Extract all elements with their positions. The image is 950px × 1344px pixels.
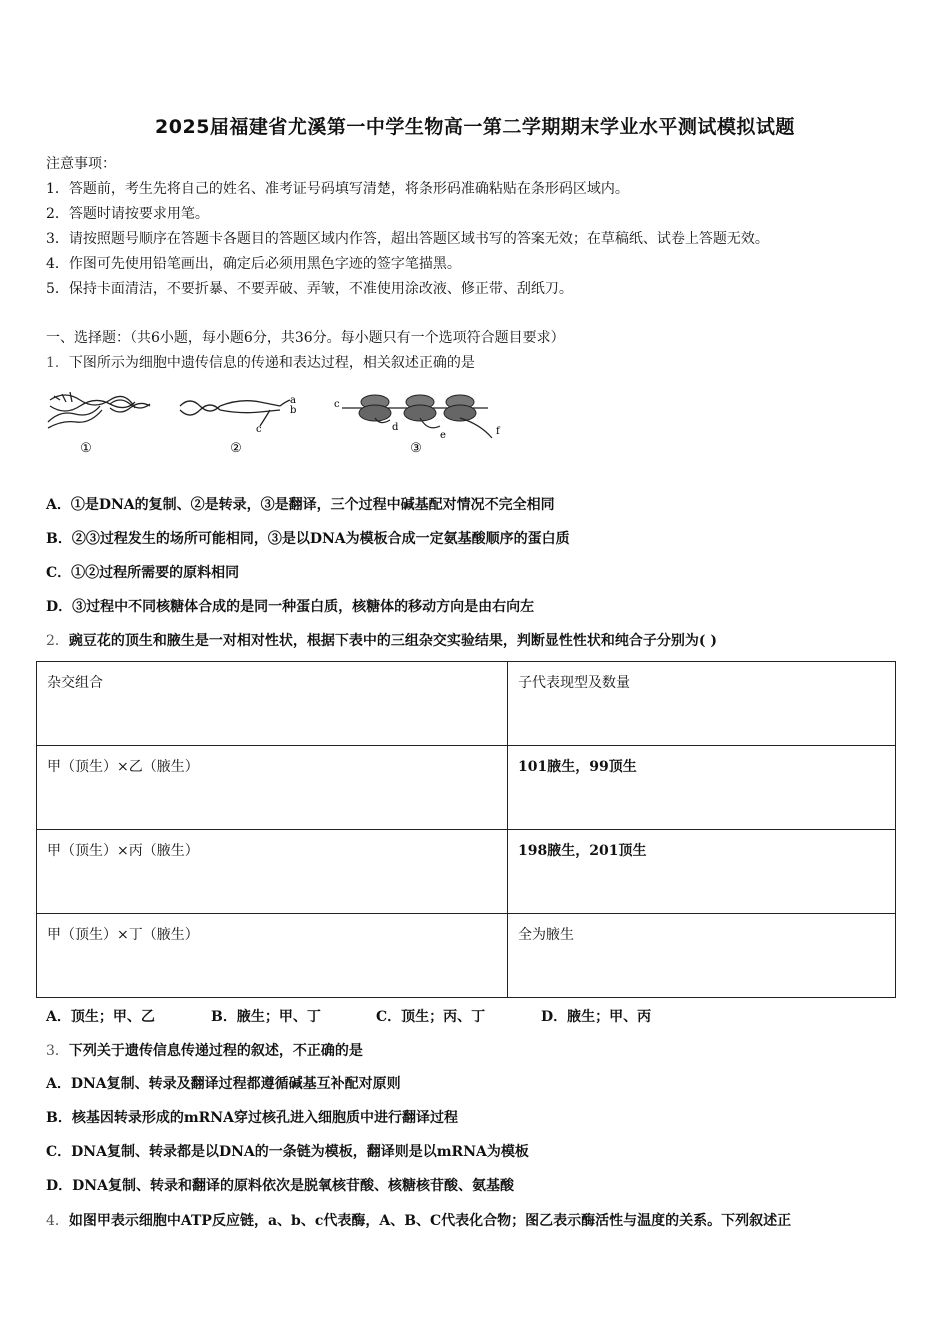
notice-item: 5．保持卡面清洁，不要折暴、不要弄破、弄皱，不准使用涂改液、修正带、刮纸刀。 xyxy=(46,281,573,297)
answer-option[interactable]: D．DNA复制、转录和翻译的原料依次是脱氧核苷酸、核糖核苷酸、氨基酸 xyxy=(46,1178,514,1194)
question-number: 1． xyxy=(46,355,69,371)
answer-option[interactable]: B．②③过程发生的场所可能相同，③是以DNA为模板合成一定氨基酸顺序的蛋白质 xyxy=(46,531,570,547)
page-title: 2025届福建省尤溪第一中学生物高一第二学期期末学业水平测试模拟试题 xyxy=(155,116,795,138)
question-3-stem xyxy=(46,1040,363,1060)
answer-option[interactable]: C．顶生；丙、丁 xyxy=(376,1009,486,1025)
table-row xyxy=(37,746,896,830)
answer-option[interactable]: D．腋生；甲、丙 xyxy=(541,1009,652,1025)
question-number: 4． xyxy=(46,1213,69,1229)
table-row xyxy=(37,830,896,914)
answer-option[interactable]: C．①②过程所需要的原料相同 xyxy=(46,565,240,581)
question-number: 3． xyxy=(46,1043,69,1059)
table-header: 子代表现型及数量 xyxy=(508,662,896,746)
transcription-diagram xyxy=(180,400,290,426)
figure-letter: d xyxy=(392,422,399,433)
cross-results-table xyxy=(36,661,896,998)
figure-letter: a xyxy=(290,395,296,406)
notice-heading: 注意事项： xyxy=(46,156,116,172)
question-text: 如图甲表示细胞中ATP反应链，a、b、c代表酶，A、B、C代表化合物；图乙表示酶活性与温度的关系。下列叙述正 xyxy=(68,1213,792,1229)
question-text: 下图所示为细胞中遗传信息的传递和表达过程，相关叙述正确的是 xyxy=(68,355,475,371)
notice-item: 1．答题前，考生先将自己的姓名、准考证号码填写清楚，将条形码准确粘贴在条形码区域内。 xyxy=(46,181,629,197)
figure-letter: e xyxy=(440,430,446,441)
table-header-row xyxy=(37,662,896,746)
question-number: 2． xyxy=(46,633,69,649)
answer-option[interactable]: A．顶生；甲、乙 xyxy=(46,1009,155,1025)
table-cell: 甲（顶生）×乙（腋生） xyxy=(37,746,508,830)
question-text: 豌豆花的顶生和腋生是一对相对性状，根据下表中的三组杂交实验结果，判断显性性状和纯合子分别为( ) xyxy=(68,633,718,649)
question-4-stem xyxy=(46,1210,791,1230)
answer-option[interactable]: A．①是DNA的复制、②是转录，③是翻译，三个过程中碱基配对情况不完全相同 xyxy=(46,497,555,513)
table-header: 杂交组合 xyxy=(37,662,508,746)
table-cell: 甲（顶生）×丁（腋生） xyxy=(37,914,508,998)
answer-option[interactable]: A．DNA复制、转录及翻译过程都遵循碱基互补配对原则 xyxy=(46,1076,401,1092)
replication-diagram xyxy=(48,392,150,428)
table-row xyxy=(37,914,896,998)
notice-item: 2．答题时请按要求用笔。 xyxy=(46,206,209,222)
section-heading: 一、选择题：（共6小题，每小题6分，共36分。每小题只有一个选项符合题目要求） xyxy=(46,330,565,346)
figure-letter: c xyxy=(334,399,340,410)
panel-label: ② xyxy=(230,441,242,456)
answer-option[interactable]: B．腋生；甲、丁 xyxy=(211,1009,321,1025)
question-2-stem xyxy=(46,630,717,650)
translation-diagram xyxy=(342,395,492,438)
panel-label: ③ xyxy=(410,441,422,456)
notice-item: 4．作图可先使用铅笔画出，确定后必须用黑色字迹的签字笔描黑。 xyxy=(46,256,461,272)
question-text: 下列关于遗传信息传递过程的叙述，不正确的是 xyxy=(68,1043,363,1059)
figure-letter: c xyxy=(256,424,262,435)
gene-expression-figure xyxy=(40,380,520,460)
figure-letter: b xyxy=(290,405,297,416)
panel-label: ① xyxy=(80,441,92,456)
answer-option[interactable]: B．核基因转录形成的mRNA穿过核孔进入细胞质中进行翻译过程 xyxy=(46,1110,458,1126)
answer-option[interactable]: D．③过程中不同核糖体合成的是同一种蛋白质，核糖体的移动方向是由右向左 xyxy=(46,599,535,615)
question-1-stem xyxy=(46,352,475,372)
notice-item: 3．请按照题号顺序在答题卡各题目的答题区域内作答，超出答题区域书写的答案无效；在草稿纸、试卷上答题无效。 xyxy=(46,231,769,247)
table-cell: 全为腋生 xyxy=(508,914,896,998)
table-cell: 198腋生，201顶生 xyxy=(508,830,896,914)
table-cell: 101腋生，99顶生 xyxy=(508,746,896,830)
table-cell: 甲（顶生）×丙（腋生） xyxy=(37,830,508,914)
answer-option[interactable]: C．DNA复制、转录都是以DNA的一条链为模板，翻译则是以mRNA为模板 xyxy=(46,1144,529,1160)
figure-letter: f xyxy=(496,426,500,437)
